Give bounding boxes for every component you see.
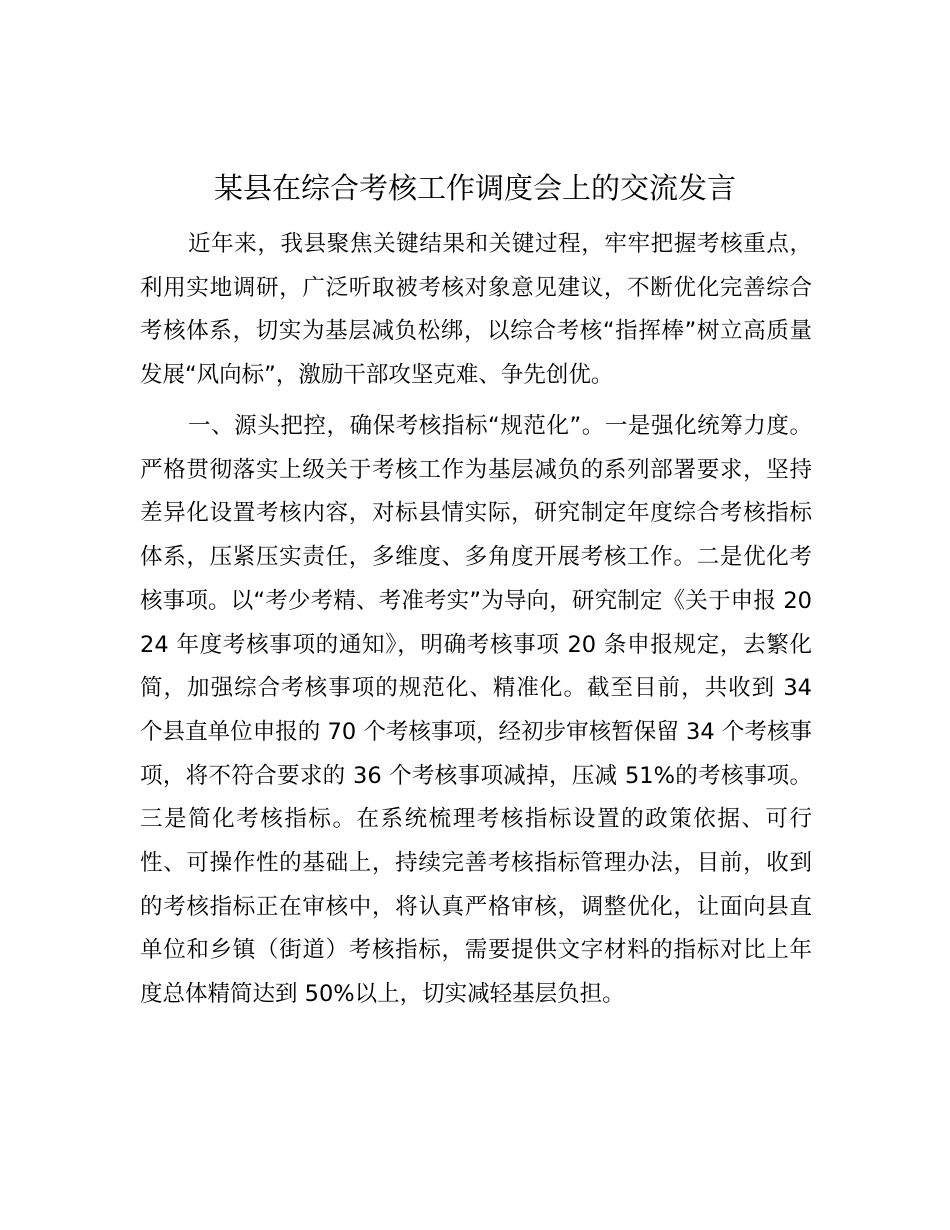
document-title: 某县在综合考核工作调度会上的交流发言 — [213, 171, 736, 205]
paragraph-section-one: 一、源头把控，确保考核指标“规范化”。一是强化统筹力度。严格贯彻落实上级关于考核工作为基层减负的系列部署要求，坚持差异化设置考核内容，对标县情实际，研究制定年度综合考核指标体系，压紧压实责任，多维度、多角度开展考核工作。二是优化考核事项。以“考少考精、考准考实”为导向，研究制定《关于申报 2024 年度考核事项的通知》，明确考核事项 20 条申报规定，去繁化简，加强综合考核事项的规范化、精准化。截至目前，共收到 34 个县直单位申报的 70 个考核事项，经初步审核暂保留 34 个考核事项，将不符合要求的 36 个考核事项减掉，压减 51%的考核事项。三是简化考核指标。在系统梳理考核指标设置的政策依据、可行性、可操作性的基础上，持续完善考核指标管理办法，目前，收到的考核指标正在审核中，将认真严格审核，调整优化，让面向县直单位和乡镇（街道）考核指标，需要提供文字材料的指标对比上年度总体精简达到 50%以上，切实减轻基层负担。 — [140, 413, 812, 1008]
paragraph-intro: 近年来，我县聚焦关键结果和关键过程，牢牢把握考核重点，利用实地调研，广泛听取被考核对象意见建议，不断优化完善综合考核体系，切实为基层减负松绑，以综合考核“指挥棒”树立高质量发展“风向标”，激励干部攻坚克难、争先创优。 — [140, 231, 812, 389]
